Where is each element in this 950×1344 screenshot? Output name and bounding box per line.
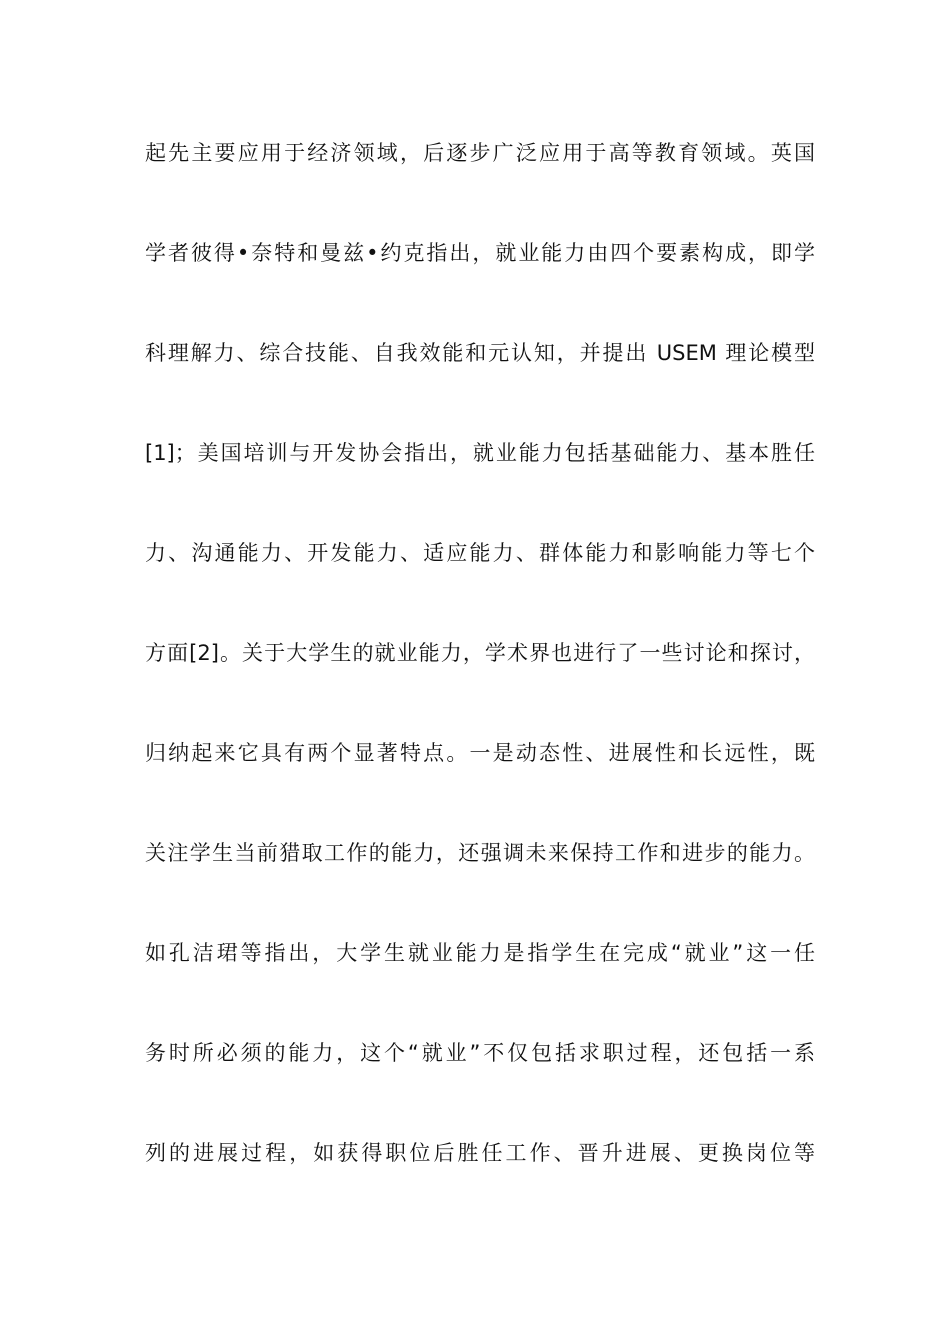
text-line: 务时所必须的能力，这个“就业”不仅包括求职过程，还包括一系 <box>145 1041 815 1065</box>
text-line: 关注学生当前猎取工作的能力，还强调未来保持工作和进步的能力。 <box>145 841 815 865</box>
text-line: 起先主要应用于经济领域，后逐步广泛应用于高等教育领域。英国 <box>145 141 815 165</box>
text-line: 科理解力、综合技能、自我效能和元认知，并提出 USEM 理论模型 <box>145 341 815 365</box>
text-line: 如孔洁珺等指出，大学生就业能力是指学生在完成“就业”这一任 <box>145 941 815 965</box>
text-line: 学者彼得•奈特和曼兹•约克指出，就业能力由四个要素构成，即学 <box>145 241 815 265</box>
text-line: 方面[2]。关于大学生的就业能力，学术界也进行了一些讨论和探讨， <box>145 641 815 665</box>
text-line: [1]；美国培训与开发协会指出，就业能力包括基础能力、基本胜任 <box>145 441 815 465</box>
body-text <box>145 133 815 1233</box>
text-line: 力、沟通能力、开发能力、适应能力、群体能力和影响能力等七个 <box>145 541 815 565</box>
text-line: 列的进展过程，如获得职位后胜任工作、晋升进展、更换岗位等 <box>145 1141 815 1165</box>
text-line: 归纳起来它具有两个显著特点。一是动态性、进展性和长远性，既 <box>145 741 815 765</box>
